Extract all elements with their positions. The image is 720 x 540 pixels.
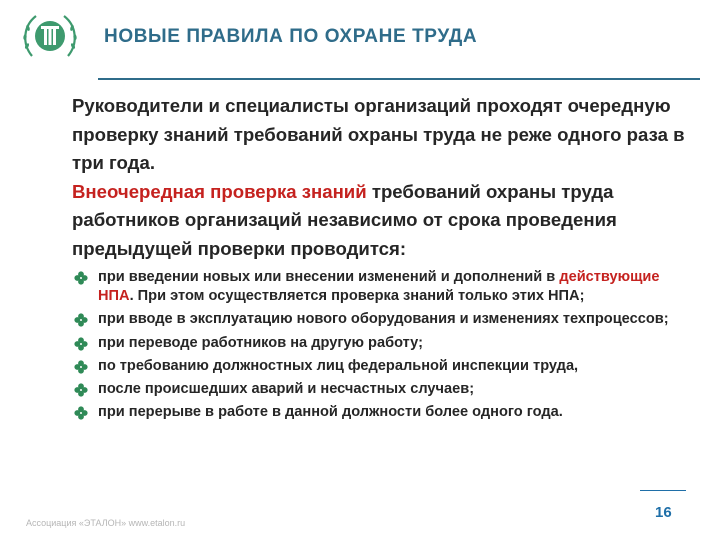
list-item bbox=[74, 380, 694, 399]
intro-paragraph-2-rest: требований охраны труда работников организаций независимо от срока проведения предыдущей проверки проводится: bbox=[72, 180, 617, 259]
title-divider bbox=[98, 78, 700, 80]
list-item-text: по требованию должностных лиц федеральной инспекции труда, bbox=[98, 357, 579, 374]
diamond-bullet-icon bbox=[74, 337, 88, 351]
list-item bbox=[74, 334, 694, 353]
list-item-text: при вводе в эксплуатацию нового оборудования и изменениях техпроцессов; bbox=[98, 311, 669, 328]
diamond-bullet-icon bbox=[74, 360, 88, 374]
list-item-text: при перерыве в работе в данной должности более одного года. bbox=[98, 404, 563, 421]
list-item-text: при введении новых или внесении изменений и дополнений в bbox=[98, 269, 560, 285]
list-item-text: . При этом осуществляется проверка знаний только этих НПА; bbox=[129, 288, 585, 305]
list-item bbox=[74, 268, 694, 306]
list-item-text: после происшедших аварий и несчастных случаев; bbox=[98, 381, 475, 398]
list-item bbox=[74, 357, 694, 376]
intro-paragraph-2 bbox=[72, 178, 702, 264]
page-number-divider bbox=[640, 490, 686, 491]
list-item bbox=[74, 403, 694, 422]
footer-text: Ассоциация «ЭТАЛОН» www.etalon.ru bbox=[26, 518, 186, 528]
list-item-text: при переводе работников на другую работу; bbox=[98, 334, 423, 351]
diamond-bullet-icon bbox=[74, 383, 88, 397]
page-number: 16 bbox=[655, 504, 672, 521]
conditions-list bbox=[74, 268, 694, 426]
intro-paragraph-1: Руководители и специалисты организаций проходят очередную проверку знаний требований охраны труда не реже одного раза в три года. bbox=[72, 95, 685, 173]
npa-highlight: действующие НПА bbox=[98, 269, 660, 305]
diamond-bullet-icon bbox=[74, 313, 88, 327]
intro-highlight: Внеочередная проверка знаний bbox=[72, 180, 367, 202]
diamond-bullet-icon bbox=[74, 406, 88, 420]
wreath-logo-icon bbox=[18, 6, 82, 70]
intro-text bbox=[72, 92, 702, 263]
list-item bbox=[74, 310, 694, 329]
diamond-bullet-icon bbox=[74, 271, 88, 285]
page-title: НОВЫЕ ПРАВИЛА ПО ОХРАНЕ ТРУДА bbox=[104, 26, 478, 47]
